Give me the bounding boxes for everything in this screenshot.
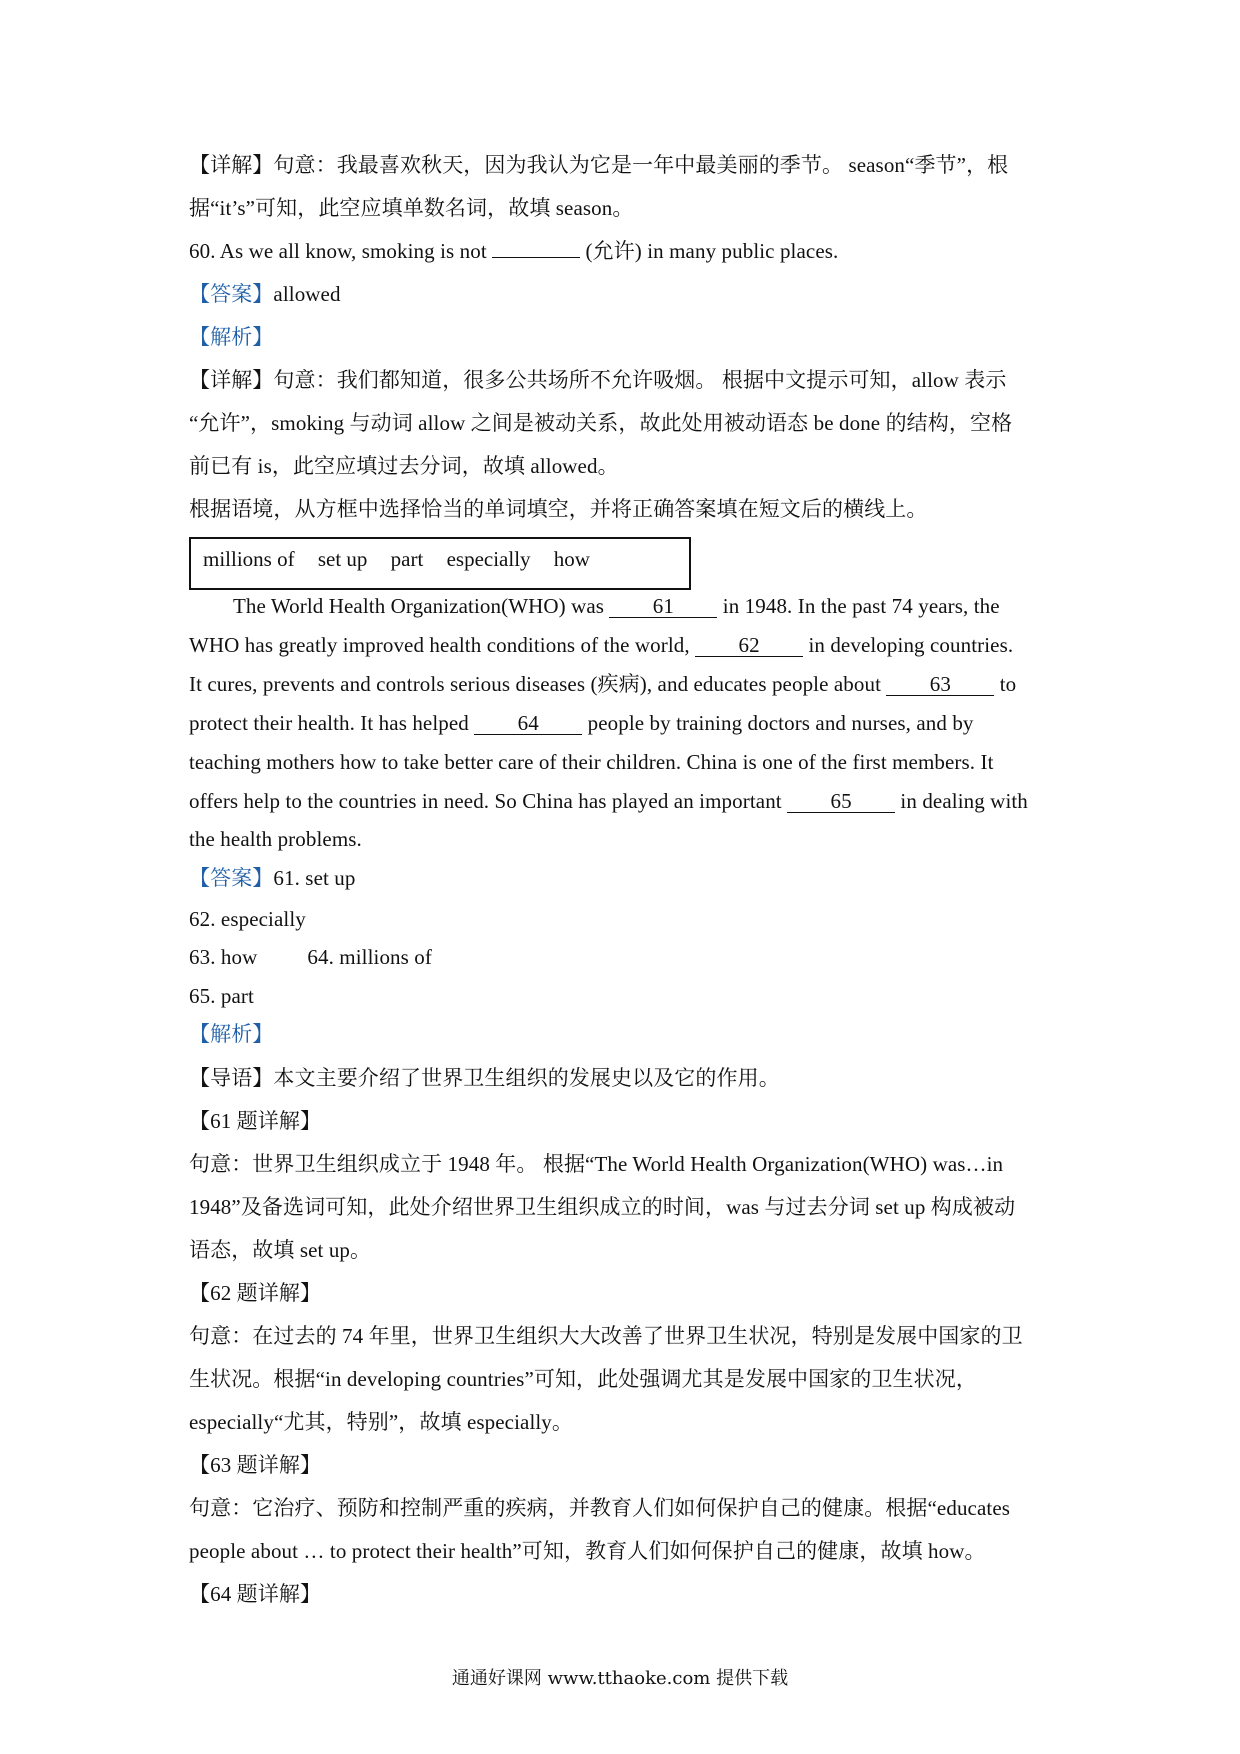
intro-line: 【导语】本文主要介绍了世界卫生组织的发展史以及它的作用。 (189, 1066, 780, 1090)
explanation-line: 【详解】句意：我最喜欢秋天，因为我认为它是一年中最美丽的季节。 season“季节”，根 (189, 153, 1009, 177)
passage-line: the health problems. (189, 827, 362, 851)
passage-blank: 61 (609, 595, 717, 618)
explanation-line: “允许”，smoking 与动词 allow 之间是被动关系，故此处用被动语态 be done 的结构，空格 (189, 411, 1013, 435)
answer-text: 64. millions of (307, 945, 432, 969)
answer-line (189, 863, 355, 893)
passage-text: protect their health. It has helped (189, 711, 475, 735)
explanation-line: 【详解】句意：我们都知道，很多公共场所不允许吸烟。 根据中文提示可知，allow 表示 (189, 368, 1007, 392)
passage-text: in developing countries. (803, 633, 1014, 657)
passage-text: offers help to the countries in need. So China has played an important (189, 789, 788, 813)
explanation-line: 生状况。根据“in developing countries”可知，此处强调尤其是发展中国家的卫生状况， (189, 1367, 977, 1391)
passage-blank: 65 (787, 790, 895, 813)
explanation-line: 语态，故填 set up。 (189, 1238, 372, 1262)
passage-line (189, 669, 1016, 699)
answer-tag: 【答案】 (189, 866, 274, 890)
passage-line: teaching mothers how to take better care of their children. China is one of the first members. It (189, 750, 994, 774)
passage-text: in 1948. In the past 74 years, the (717, 594, 1000, 618)
instruction-line: 根据语境，从方框中选择恰当的单词填空，并将正确答案填在短文后的横线上。 (189, 497, 928, 521)
word-option: part (390, 547, 424, 571)
sub-heading: 【63 题详解】 (189, 1453, 322, 1477)
word-option: set up (317, 547, 368, 571)
explanation-line: 句意：在过去的 74 年里，世界卫生组织大大改善了世界卫生状况，特别是发展中国家的卫 (189, 1324, 1023, 1348)
answer-line: 65. part (189, 984, 254, 1008)
page-footer: 通通好课网 www.tthaoke.com 提供下载 (451, 1668, 789, 1689)
question-text: 60. As we all know, smoking is not (189, 239, 493, 263)
explanation-line: 1948”及备选词可知，此处介绍世界卫生组织成立的时间，was 与过去分词 set up 构成被动 (189, 1195, 1016, 1219)
explanation-line: 据“it’s”可知，此空应填单数名词，故填 season。 (189, 196, 634, 220)
analysis-tag: 【解析】 (189, 325, 274, 349)
explanation-line: people about … to protect their health”可知，教育人们如何保护自己的健康，故填 how。 (189, 1539, 986, 1563)
answer-line (189, 942, 432, 972)
sub-heading: 【62 题详解】 (189, 1281, 322, 1305)
passage-text: It cures, prevents and controls serious diseases (疾病), and educates people about (189, 672, 887, 696)
analysis-tag: 【解析】 (189, 1022, 274, 1046)
answer-text: allowed (273, 282, 341, 306)
passage-blank: 62 (695, 634, 803, 657)
passage-line (189, 786, 1028, 816)
passage-text: in dealing with (895, 789, 1028, 813)
question-text: (允许) in many public places. (580, 239, 839, 263)
word-option: millions of (203, 547, 295, 571)
passage-text: to (994, 672, 1017, 696)
answer-line (189, 279, 341, 309)
sub-heading: 【64 题详解】 (189, 1582, 322, 1606)
passage-line (233, 591, 1000, 621)
explanation-line: 句意：世界卫生组织成立于 1948 年。 根据“The World Health Organization(WHO) was…in (189, 1152, 1004, 1176)
passage-blank: 64 (474, 712, 582, 735)
answer-line: 62. especially (189, 907, 306, 931)
answer-text: 63. how (189, 945, 258, 969)
explanation-line: especially“尤其，特别”，故填 especially。 (189, 1410, 574, 1434)
word-option: how (553, 547, 590, 571)
passage-text: The World Health Organization(WHO) was (233, 594, 610, 618)
question-60 (189, 236, 838, 266)
passage-text: WHO has greatly improved health conditions of the world, (189, 633, 696, 657)
answer-tag: 【答案】 (189, 282, 274, 306)
explanation-line: 前已有 is，此空应填过去分词，故填 allowed。 (189, 454, 619, 478)
sub-heading: 【61 题详解】 (189, 1109, 322, 1133)
word-box (189, 537, 691, 590)
passage-text: people by training doctors and nurses, and by (582, 711, 974, 735)
answer-blank (492, 257, 580, 258)
explanation-line: 句意：它治疗、预防和控制严重的疾病，并教育人们如何保护自己的健康。根据“educates (189, 1496, 1011, 1520)
passage-line (189, 708, 974, 738)
answer-text: 61. set up (273, 866, 356, 890)
word-option: especially (446, 547, 531, 571)
passage-blank: 63 (886, 673, 994, 696)
passage-line (189, 630, 1013, 660)
